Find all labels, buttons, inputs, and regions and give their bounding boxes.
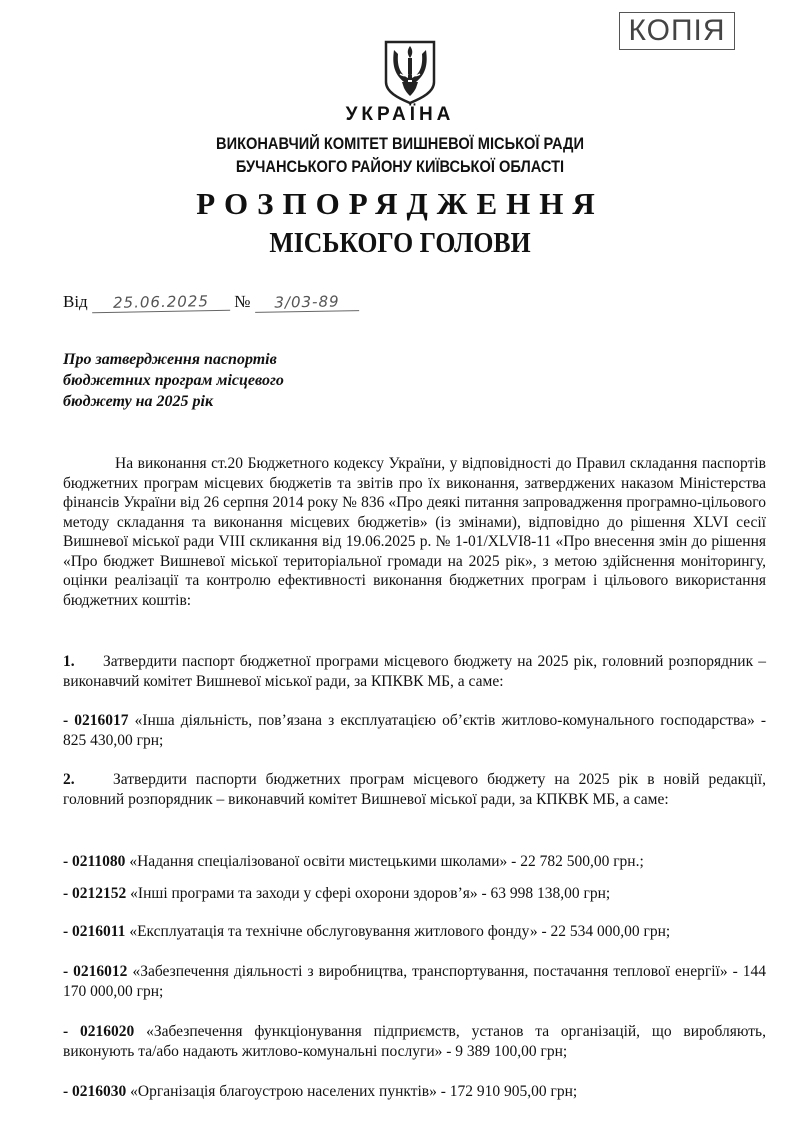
budget-program-item <box>63 884 766 904</box>
date-and-number-line <box>63 292 359 312</box>
program-description: «Інші програми та заходи у сфері охорони здоров’я» - 63 998 138,00 грн; <box>126 885 611 902</box>
budget-program-item <box>63 962 766 1001</box>
point-1-number: 1. <box>63 653 75 670</box>
preamble-paragraph: На виконання ст.20 Бюджетного кодексу України, у відповідності до Правил складання паспортів бюджетних програм місцевих бюджетів та звітів про їх виконання, затверджених наказом Міністерства фінансів України від 26 серпня 2014 року № 836 «Про деякі питання запровадження програмно-цільового методу складання та виконання місцевих бюджетів» (із змінами), відповідно до рішення XLVI сесії Вишневої міської ради VIII скликання від 19.06.2025 р. № 1-01/XLVI8-11 «Про внесення змін до рішення «Про бюджет Вишневої міської територіальної громади на 2025 рік», з метою здійснення моніторингу, оцінки реалізації та контролю ефективності виконання бюджетних програм і цільового використання бюджетних коштів: <box>63 455 766 609</box>
point-2-text: Затвердити паспорти бюджетних програм місцевого бюджету на 2025 рік в новій редакції, головний розпорядник – виконавчий комітет Вишневої міської ради, за КПКВК МБ, а саме: <box>63 771 766 808</box>
program-description: «Експлуатація та технічне обслуговування житлового фонду» - 22 534 000,00 грн; <box>125 923 671 940</box>
program-code: - 0211080 <box>63 853 126 870</box>
point-2-number: 2. <box>63 771 75 788</box>
trident-emblem-icon <box>384 40 436 104</box>
point-2-paragraph <box>63 770 766 809</box>
copy-stamp: КОПІЯ <box>619 12 735 50</box>
program-code: - 0216020 <box>63 1023 135 1040</box>
document-type-title: РОЗПОРЯДЖЕННЯ <box>196 186 604 221</box>
handwritten-date: 25.06.2025 <box>92 292 230 313</box>
budget-program-item <box>63 1082 766 1102</box>
program-description: «Організація благоустрою населених пунктів» - 172 910 905,00 грн; <box>126 1083 578 1100</box>
program-code: - 0216030 <box>63 1083 127 1100</box>
program-description: «Інша діяльність, пов’язана з експлуатацією об’єктів житлово-комунального господарства» - 825 430,00 грн; <box>63 712 766 749</box>
handwritten-number: 3/03-89 <box>255 292 359 313</box>
program-description: «Забезпечення функціонування підприємств, установ та організацій, що виробляють, виконують та/або надають житлово-комунальні послуги» - 9 389 100,00 грн; <box>63 1023 766 1060</box>
program-description: «Забезпечення діяльності з виробництва, транспортування, постачання теплової енергії» - 144 170 000,00 грн; <box>63 963 766 1000</box>
from-label: Від <box>63 292 88 311</box>
organization-line-2: БУЧАНСЬКОГО РАЙОНУ КИЇВСЬКОЇ ОБЛАСТІ <box>235 157 565 176</box>
program-code: - 0216012 <box>63 963 128 980</box>
budget-program-item <box>63 922 766 942</box>
point-1-paragraph <box>63 652 766 691</box>
organization-line-1: ВИКОНАВЧИЙ КОМІТЕТ ВИШНЕВОЇ МІСЬКОЇ РАДИ <box>216 134 584 153</box>
program-code: - 0212152 <box>63 885 127 902</box>
subject-heading: Про затвердження паспортів бюджетних програм місцевого бюджету на 2025 рік <box>63 351 284 410</box>
point-1-text: Затвердити паспорт бюджетної програми місцевого бюджету на 2025 рік, головний розпорядник – виконавчий комітет Вишневої міської ради, за КПКВК МБ, а саме: <box>63 653 766 690</box>
document-subtitle: МІСЬКОГО ГОЛОВИ <box>269 228 531 259</box>
budget-program-item <box>63 1022 766 1061</box>
program-code: - 0216011 <box>63 923 126 940</box>
country-title: УКРАЇНА <box>345 104 455 125</box>
budget-program-item <box>63 852 766 872</box>
program-description: «Надання спеціалізованої освіти мистецькими школами» - 22 782 500,00 грн.; <box>125 853 644 870</box>
number-label: № <box>234 292 251 311</box>
program-code: - 0216017 <box>63 712 129 729</box>
budget-program-item <box>63 711 766 750</box>
